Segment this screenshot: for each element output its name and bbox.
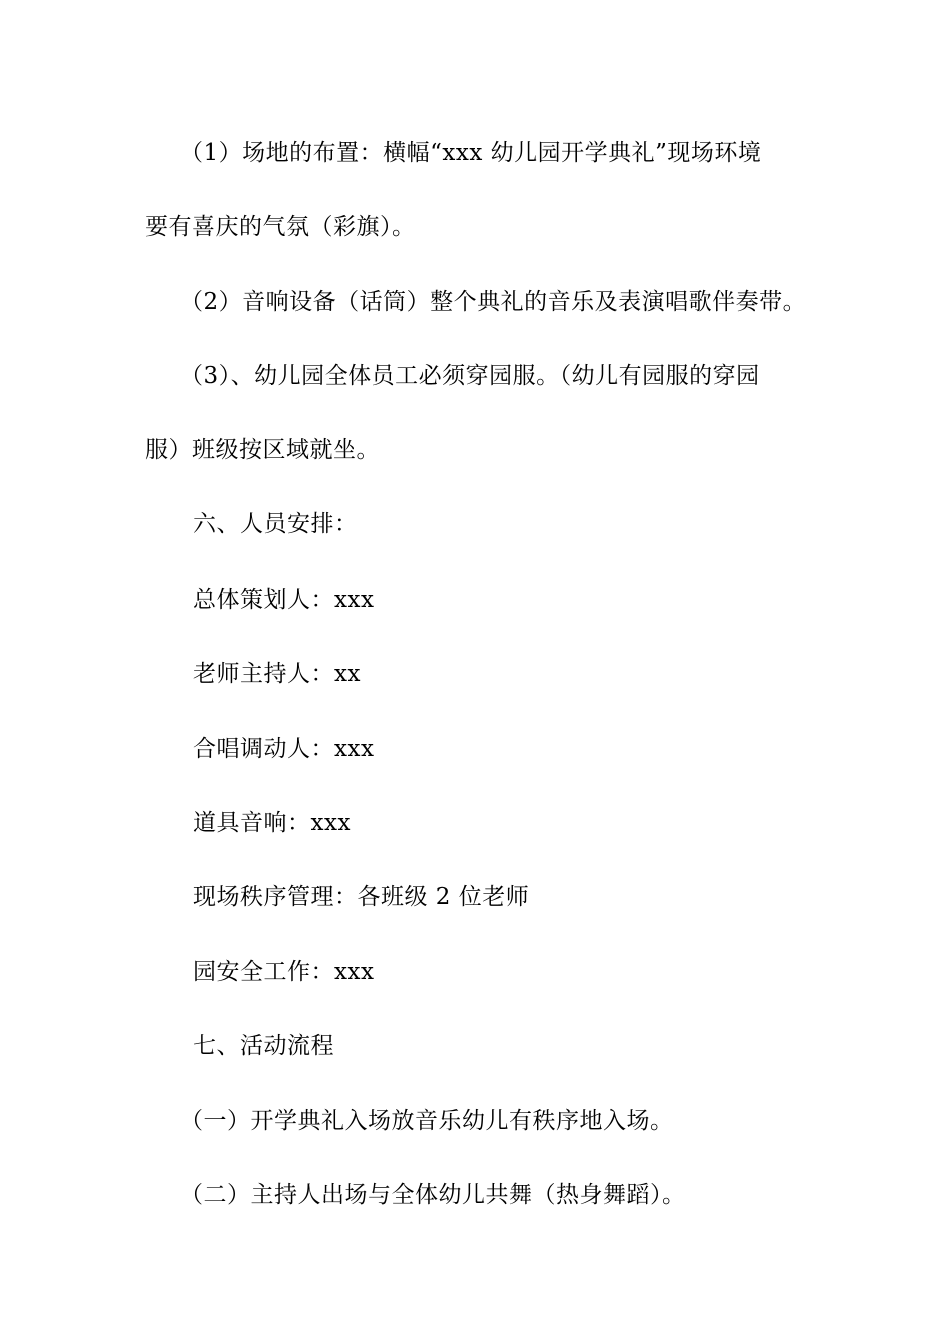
section-heading-process: 七、活动流程 [193,1033,334,1059]
staff-planner: 总体策划人：xxx [193,587,375,613]
staff-chorus: 合唱调动人：xxx [193,736,375,762]
staff-host: 老师主持人：xx [193,661,361,687]
staff-props-audio: 道具音响：xxx [193,810,351,836]
section-heading-staffing: 六、人员安排： [193,511,358,537]
process-step-2: （二）主持人出场与全体幼儿共舞（热身舞蹈）。 [180,1182,686,1208]
paragraph-uniform: （3）、幼儿园全体员工必须穿园服。（幼儿有园服的穿园 [180,363,760,389]
process-step-1: （一）开学典礼入场放音乐幼儿有秩序地入场。 [180,1108,674,1134]
staff-order: 现场秩序管理：各班级 2 位老师 [193,884,530,910]
paragraph-uniform-cont: 服）班级按区域就坐。 [145,437,380,463]
paragraph-venue-layout: （1）场地的布置：横幅“xxx 幼儿园开学典礼”现场环境 [180,140,762,166]
staff-safety: 园安全工作：xxx [193,959,375,985]
paragraph-audio-equipment: （2）音响设备（话筒）整个典礼的音乐及表演唱歌伴奏带。 [180,289,807,315]
paragraph-venue-layout-cont: 要有喜庆的气氛（彩旗）。 [145,214,416,240]
